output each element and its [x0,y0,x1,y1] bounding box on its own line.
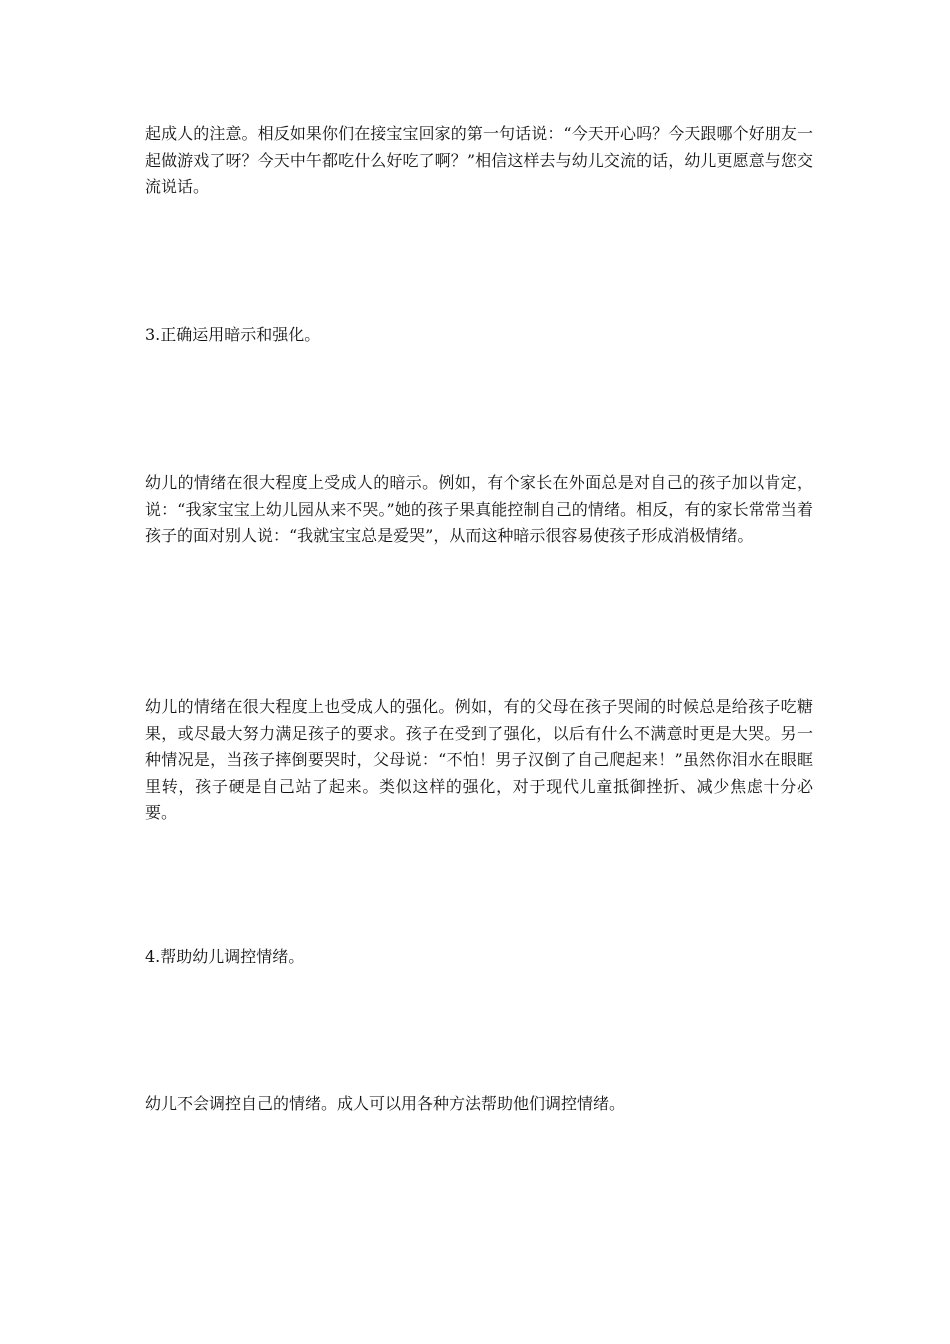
section-heading-3: 3.正确运用暗示和强化。 [145,325,321,344]
paragraph-4: 幼儿不会调控自己的情绪。成人可以用各种方法帮助他们调控情绪。 [145,1094,626,1113]
paragraph-2: 幼儿的情绪在很大程度上受成人的暗示。例如，有个家长在外面总是对自己的孩子加以肯定，说：“我家宝宝上幼儿园从来不哭。”她的孩子果真能控制自己的情绪。相反，有的家长常常当着孩子的面对别人说：“我就宝宝总是爱哭”，从而这种暗示很容易使孩子形成消极情绪。 [145,473,813,545]
paragraph-3: 幼儿的情绪在很大程度上也受成人的强化。例如，有的父母在孩子哭闹的时候总是给孩子吃糖果，或尽最大努力满足孩子的要求。孩子在受到了强化，以后有什么不满意时更是大哭。另一种情况是，当孩子摔倒要哭时，父母说：“不怕！男子汉倒了自己爬起来！”虽然你泪水在眼眶里转，孩子硬是自己站了起来。类似这样的强化，对于现代儿童抵御挫折、减少焦虑十分必要。 [145,697,813,822]
section-heading-4: 4.帮助幼儿调控情绪。 [145,947,305,966]
paragraph-1: 起成人的注意。相反如果你们在接宝宝回家的第一句话说：“今天开心吗？今天跟哪个好朋友一起做游戏了呀？今天中午都吃什么好吃了啊？”相信这样去与幼儿交流的话，幼儿更愿意与您交流说话。 [145,124,813,196]
